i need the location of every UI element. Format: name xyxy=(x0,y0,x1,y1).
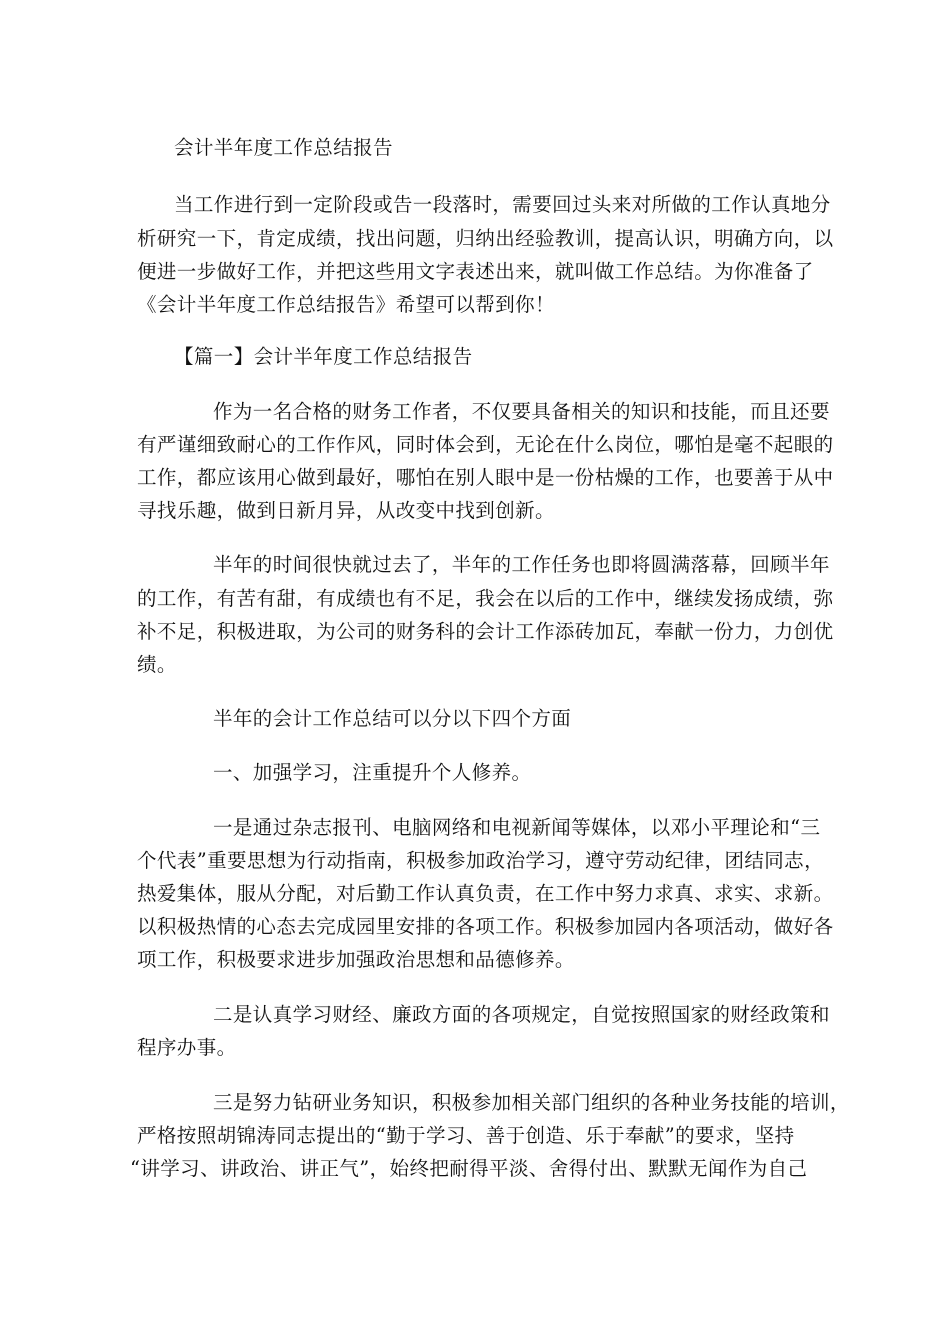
paragraph-line: 一是通过杂志报刊、电脑网络和电视新闻等媒体，以邓小平理论和“三 xyxy=(213,816,821,839)
paragraph-line: 寻找乐趣，做到日新月异，从改变中找到创新。 xyxy=(137,499,555,522)
paragraph-line: 三是努力钻研业务知识，积极参加相关部门组织的各种业务技能的培训， xyxy=(213,1091,850,1114)
document-title: 会计半年度工作总结报告 xyxy=(174,136,393,159)
paragraph-line: 有严谨细致耐心的工作作风，同时体会到，无论在什么岗位，哪怕是毫不起眼的 xyxy=(137,433,834,456)
paragraph-line: 个代表”重要思想为行动指南，积极参加政治学习，遵守劳动纪律，团结同志， xyxy=(137,849,824,872)
intro-line: 便进一步做好工作，并把这些用文字表述出来，就叫做工作总结。为你准备了 xyxy=(137,260,814,283)
paragraph-line: 半年的时间很快就过去了，半年的工作任务也即将圆满落幕，回顾半年 xyxy=(213,553,830,576)
paragraph-line: 半年的会计工作总结可以分以下四个方面 xyxy=(213,707,572,730)
paragraph-line: 项工作，积极要求进步加强政治思想和品德修养。 xyxy=(137,948,575,971)
paragraph-line: 的工作，有苦有甜，有成绩也有不足，我会在以后的工作中，继续发扬成绩，弥 xyxy=(137,587,834,610)
paragraph-line: 以积极热情的心态去完成园里安排的各项工作。积极参加园内各项活动，做好各 xyxy=(137,915,834,938)
paragraph-line: 程序办事。 xyxy=(137,1036,237,1059)
intro-line: 当工作进行到一定阶段或告一段落时，需要回过头来对所做的工作认真地分 xyxy=(174,193,831,216)
intro-line: 《会计半年度工作总结报告》希望可以帮到你！ xyxy=(137,293,555,316)
paragraph-line: 严格按照胡锦涛同志提出的“勤于学习、善于创造、乐于奉献”的要求，坚持 xyxy=(137,1124,795,1147)
section-heading: 【篇一】会计半年度工作总结报告 xyxy=(174,345,473,368)
paragraph-line: 工作，都应该用心做到最好，哪怕在别人眼中是一份枯燥的工作，也要善于从中 xyxy=(137,466,834,489)
subheading: 一、加强学习，注重提升个人修养。 xyxy=(213,761,532,784)
intro-line: 析研究一下，肯定成绩，找出问题，归纳出经验教训，提高认识，明确方向，以 xyxy=(137,227,834,250)
paragraph-line: 二是认真学习财经、廉政方面的各项规定，自觉按照国家的财经政策和 xyxy=(213,1003,830,1026)
paragraph-line: “讲学习、讲政治、讲正气”，始终把耐得平淡、舍得付出、默默无闻作为自己 xyxy=(130,1157,808,1180)
paragraph-line: 作为一名合格的财务工作者，不仅要具备相关的知识和技能，而且还要 xyxy=(213,400,830,423)
paragraph-line: 补不足，积极进取，为公司的财务科的会计工作添砖加瓦，奉献一份力，力创优 xyxy=(137,620,834,643)
paragraph-line: 热爱集体，服从分配，对后勤工作认真负责，在工作中努力求真、求实、求新。 xyxy=(137,882,834,905)
paragraph-line: 绩。 xyxy=(137,653,177,676)
